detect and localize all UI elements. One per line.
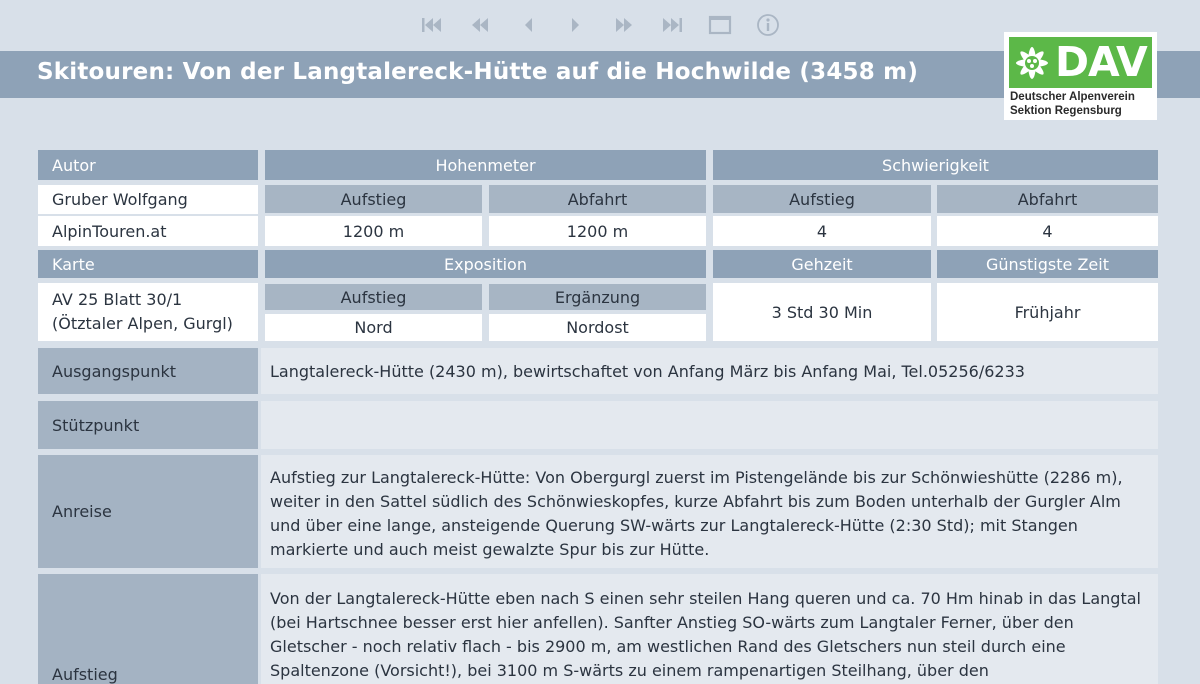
logo-badge <box>1009 37 1152 88</box>
info-icon <box>756 13 780 37</box>
logo-line-2: Sektion Regensburg <box>1010 105 1122 117</box>
stuetzpunkt-text <box>261 401 1158 449</box>
schwierigkeit-abfahrt-label: Abfahrt <box>937 185 1158 213</box>
hoehenmeter-header: Hohenmeter <box>265 150 706 180</box>
exposition-aufstieg-value: Nord <box>265 314 482 341</box>
gehzeit-header: Gehzeit <box>713 250 931 278</box>
page-title: Skitouren: Von der Langtalereck-Hütte auf die Hochwilde (3458 m) <box>37 59 919 85</box>
aufstieg-label: Aufstieg <box>38 574 258 684</box>
autor-source-link[interactable]: AlpinTouren.at <box>38 216 258 246</box>
fullscreen-icon <box>708 15 732 35</box>
stuetzpunkt-label: Stützpunkt <box>38 401 258 449</box>
guenstigste-zeit-header: Günstigste Zeit <box>937 250 1158 278</box>
autor-name: Gruber Wolfgang <box>38 185 258 214</box>
schwierigkeit-abfahrt-value: 4 <box>937 216 1158 246</box>
logo-subtitle <box>1009 90 1152 118</box>
gehzeit-value: 3 Std 30 Min <box>713 283 931 341</box>
anreise-text: Aufstieg zur Langtalereck-Hütte: Von Obergurgl zuerst im Pistengelände bis zur Schönwieshütte (2286 m), weiter in den Sattel südlich des Schönwieskopfes, kurze Abfahrt bis zum Boden unterhalb der Gurgler Alm und über eine lange, ansteigende Querung SW-wärts zur Langtalereck-Hütte (2:30 Std); mit Stangen markierte und auch meist gewalzte Spur bis zur Hütte. <box>261 455 1158 568</box>
schwierigkeit-header: Schwierigkeit <box>713 150 1158 180</box>
edelweiss-icon <box>1013 44 1051 82</box>
logo-brand: DAV <box>1055 38 1147 86</box>
hoehenmeter-aufstieg-value: 1200 m <box>265 216 482 246</box>
karte-value <box>38 283 258 341</box>
schwierigkeit-aufstieg-label: Aufstieg <box>713 185 931 213</box>
dav-logo <box>1004 32 1157 120</box>
next-icon <box>569 16 583 34</box>
hoehenmeter-aufstieg-label: Aufstieg <box>265 185 482 213</box>
guenstigste-zeit-value: Frühjahr <box>937 283 1158 341</box>
next-button[interactable] <box>552 5 600 45</box>
anreise-label: Anreise <box>38 455 258 568</box>
karte-line-2: (Ötztaler Alpen, Gurgl) <box>52 314 233 333</box>
schwierigkeit-aufstieg-value: 4 <box>713 216 931 246</box>
first-page-button[interactable] <box>408 5 456 45</box>
hoehenmeter-abfahrt-value: 1200 m <box>489 216 706 246</box>
last-page-button[interactable] <box>648 5 696 45</box>
fullscreen-button[interactable] <box>696 5 744 45</box>
exposition-header: Exposition <box>265 250 706 278</box>
ausgangspunkt-label: Ausgangspunkt <box>38 348 258 394</box>
previous-button[interactable] <box>504 5 552 45</box>
autor-header: Autor <box>38 150 258 180</box>
info-button[interactable] <box>744 5 792 45</box>
rewind-button[interactable] <box>456 5 504 45</box>
exposition-ergaenzung-value: Nordost <box>489 314 706 341</box>
last-page-icon <box>660 16 684 34</box>
aufstieg-text: Von der Langtalereck-Hütte eben nach S einen sehr steilen Hang queren und ca. 70 Hm hinab in das Langtal (bei Hartschnee besser erst hier anfellen). Sanfter Anstieg SO-wärts zum Langtaler Ferner, über den Gletscher - noch relativ flach - bis 2900 m, am westlichen Rand des Gletschers nun steil durch eine Spaltenzone (Vorsicht!), bei 3100 m S-wärts zu einem rampenartigen Steilhang, über den <box>261 574 1158 684</box>
hoehenmeter-abfahrt-label: Abfahrt <box>489 185 706 213</box>
karte-header: Karte <box>38 250 258 278</box>
exposition-aufstieg-label: Aufstieg <box>265 284 482 310</box>
karte-line-1: AV 25 Blatt 30/1 <box>52 290 183 309</box>
previous-icon <box>521 16 535 34</box>
fast-forward-icon <box>613 16 635 34</box>
fast-forward-button[interactable] <box>600 5 648 45</box>
rewind-icon <box>469 16 491 34</box>
logo-line-1: Deutscher Alpenverein <box>1010 91 1135 103</box>
exposition-ergaenzung-label: Ergänzung <box>489 284 706 310</box>
ausgangspunkt-text: Langtalereck-Hütte (2430 m), bewirtschaftet von Anfang März bis Anfang Mai, Tel.05256/6233 <box>261 348 1158 394</box>
first-page-icon <box>420 16 444 34</box>
